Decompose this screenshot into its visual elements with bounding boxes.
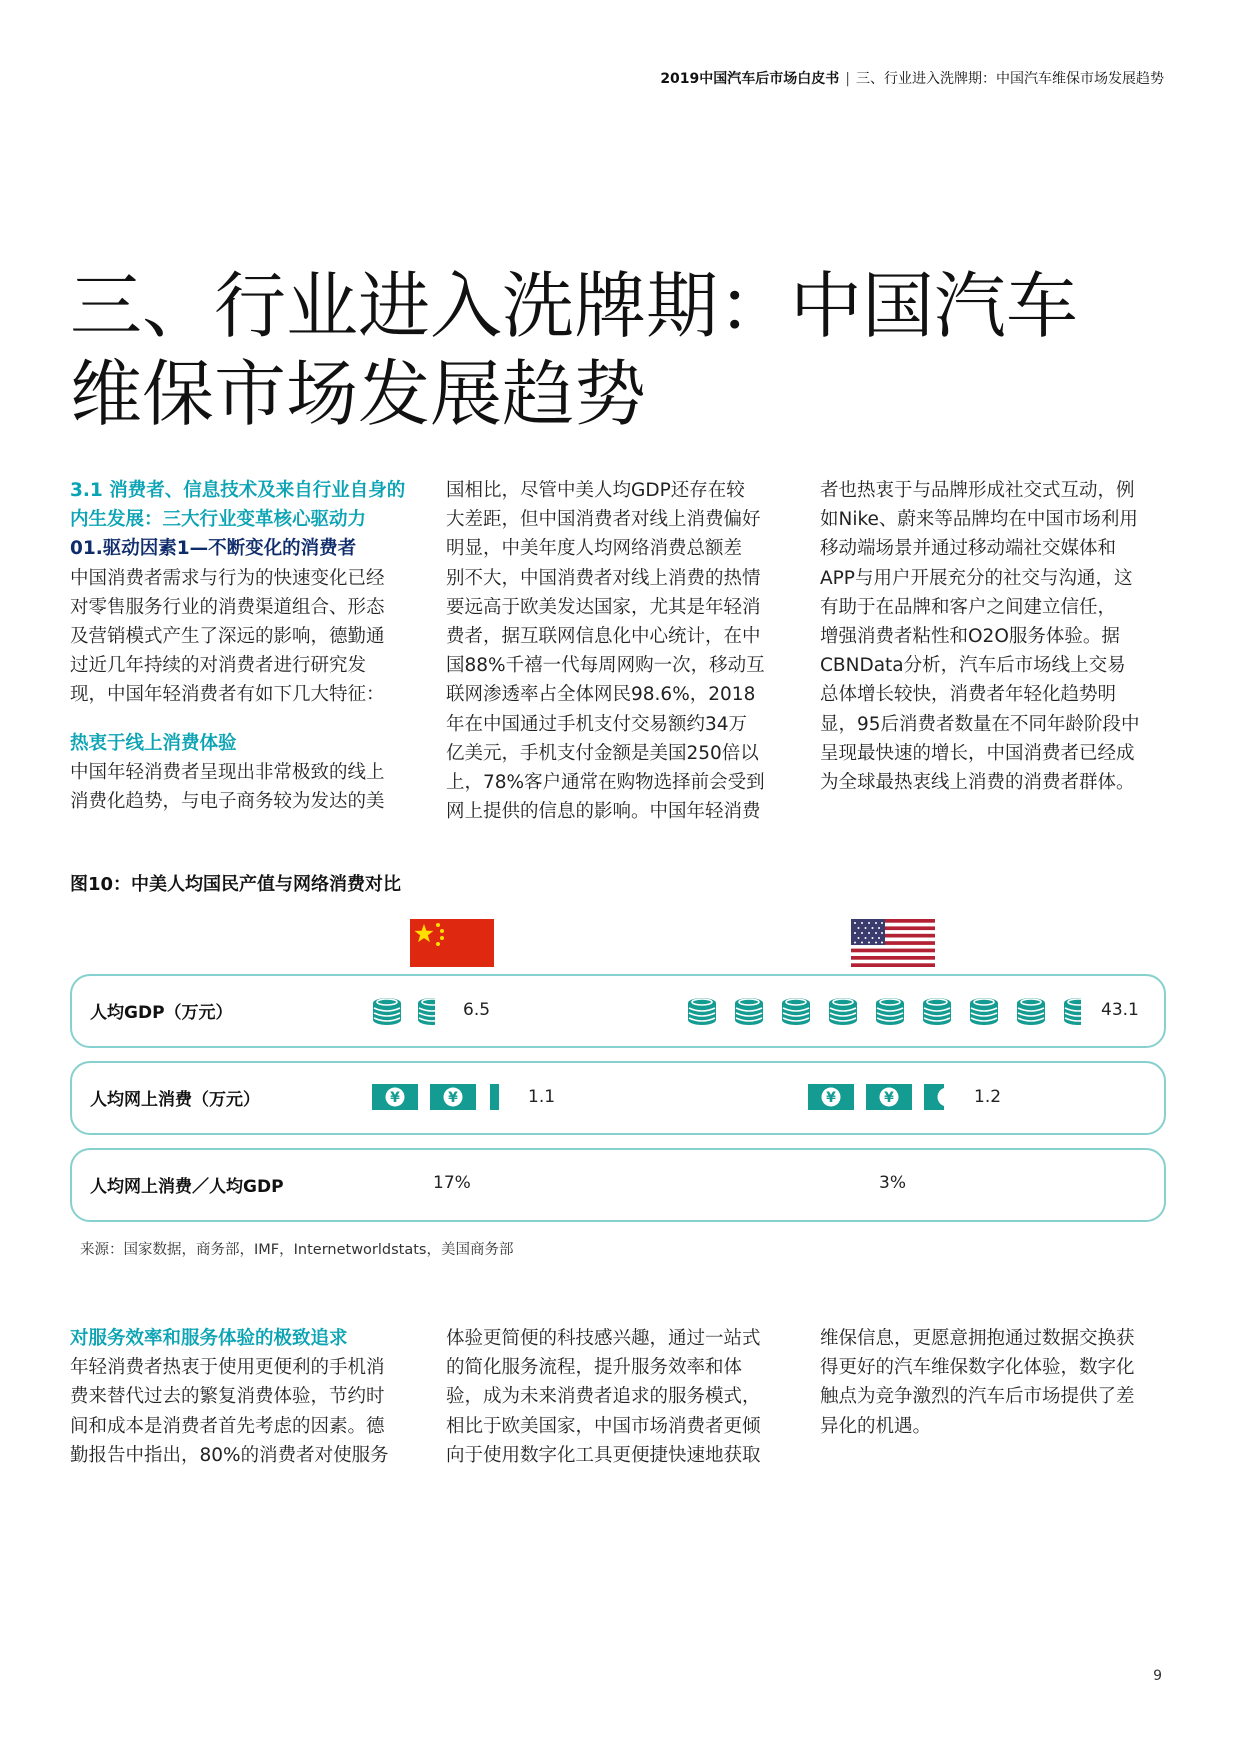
yuan-banknote-icon [430,1084,476,1110]
body-text-line: 消费化趋势，与电子商务较为发达的美 [70,791,385,813]
coin-stack-icon [1016,994,1046,1026]
coin-stack-icon [828,994,858,1026]
body-text-line: 体验更简便的科技感兴趣，通过一站式 [446,1328,761,1349]
section1-col1-body [70,564,415,710]
figure-title: 图10：中美人均国民产值与网络消费对比 [70,874,402,895]
section2-col1-body [70,1353,415,1470]
body-text-line: 对零售服务行业的消费渠道组合、形态 [70,596,385,618]
body-text-line: 联网渗透率占全体网民98.6%，2018 [446,684,756,706]
body-text-line: 总体增长较快，消费者年轻化趋势明 [820,684,1117,706]
header-section-title: 三、行业进入洗牌期：中国汽车维保市场发展趋势 [856,71,1164,87]
body-text-line: 验，成为未来消费者追求的服务模式， [446,1386,761,1408]
china-gdp-value: 6.5 [463,1000,491,1020]
body-text-line: 现，中国年轻消费者有如下几大特征： [70,684,385,706]
yuan-banknote-icon [808,1084,854,1110]
spend-gdp-ratio-row-label: 人均网上消费／人均GDP [90,1177,284,1197]
gdp-row [70,974,1166,1048]
coin-stack-icon [875,994,905,1026]
yuan-symbol: ¥ [448,1090,458,1106]
body-text-line: 显，95后消费者数量在不同年龄阶段中 [820,713,1140,735]
yuan-symbol: ¥ [884,1090,894,1106]
body-text-line: 如Nike、蔚来等品牌均在中国市场利用 [820,509,1138,531]
body-text-line: 年在中国通过手机支付交易额约34万 [446,713,748,735]
body-text-line: APP与用户开展充分的社交与沟通，这 [820,567,1133,589]
body-text-line: 者也热衷于与品牌形成社交式互动，例 [820,480,1135,501]
coin-stack-icon [734,994,764,1026]
section1-column-3 [820,476,1165,797]
china-flag [410,919,494,967]
coin-stack-icon [969,994,999,1026]
yuan-symbol: ¥ [826,1090,836,1106]
section1-column-1 [70,476,415,816]
partial-coin-stack-icon [417,994,435,1026]
page-title [70,262,1190,438]
coin-stack-icon [781,994,811,1026]
partial-yuan-banknote-icon [924,1084,944,1110]
body-text-line: 移动端场景并通过移动端社交媒体和 [820,538,1117,560]
china-spend-gdp-ratio-value: 17% [433,1173,471,1193]
body-text-line: 明显，中美年度人均网络消费总额差 [446,538,743,560]
section2-column-3 [820,1324,1165,1441]
section2-heading: 对服务效率和服务体验的极致追求 [70,1328,348,1349]
body-text-line: 呈现最快速的增长，中国消费者已经成 [820,742,1135,764]
us-flag [851,919,935,967]
page-title-line-2: 维保市场发展趋势 [70,352,647,436]
body-text-line: CBNData分析，汽车后市场线上交易 [820,655,1126,677]
body-text-line: 中国消费者需求与行为的快速变化已经 [70,567,385,589]
us-online-spend-value: 1.2 [974,1087,1002,1107]
body-text-line: 年轻消费者热衷于使用更便利的手机消 [70,1357,385,1379]
partial-coin-stack-icon [1063,994,1081,1026]
body-text-line: 触点为竞争激烈的汽车后市场提供了差 [820,1386,1135,1408]
page-number: 9 [1153,1668,1162,1684]
body-text-line: 得更好的汽车维保数字化体验，数字化 [820,1357,1135,1379]
body-text-line: 维保信息，更愿意拥抱通过数据交换获 [820,1328,1135,1349]
body-text-line: 上，78%客户通常在购物选择前会受到 [446,772,765,794]
body-text-line: 过近几年持续的对消费者进行研究发 [70,655,367,677]
body-text-line: 国相比，尽管中美人均GDP还存在较 [446,480,745,501]
running-header [660,68,1164,88]
body-text-line: 为全球最热衷线上消费的消费者群体。 [820,772,1135,794]
body-text-line: 费者，据互联网信息化中心统计，在中 [446,626,761,648]
section2-column-2 [446,1324,791,1470]
section1-heading-line-1: 3.1 消费者、信息技术及来自行业自身的 [70,480,406,501]
section2-column-1 [70,1324,415,1470]
body-text-line: 相比于欧美国家，中国市场消费者更倾 [446,1415,761,1437]
partial-yuan-banknote-icon [490,1084,499,1110]
body-text-line: 别不大，中国消费者对线上消费的热情 [446,567,761,589]
section1-heading-line-2: 内生发展：三大行业变革核心驱动力 [70,509,367,531]
body-text-line: 亿美元，手机支付金额是美国250倍以 [446,742,759,764]
section1-subheading: 01.驱动因素1—不断变化的消费者 [70,538,357,560]
gdp-row-label: 人均GDP（万元） [90,1003,233,1023]
header-separator: | [845,71,850,87]
point1-body [70,758,415,816]
body-text-line: 的简化服务流程，提升服务效率和体 [446,1357,743,1379]
header-report-title: 2019中国汽车后市场白皮书 [660,71,840,87]
us-gdp-value: 43.1 [1101,1000,1139,1020]
body-text-line: 异化的机遇。 [820,1415,932,1437]
body-text-line: 勤报告中指出，80%的消费者对使服务 [70,1444,389,1466]
body-text-line: 中国年轻消费者呈现出非常极致的线上 [70,761,385,783]
body-text-line: 向于使用数字化工具更便捷快速地获取 [446,1444,761,1466]
body-text-line: 国88%千禧一代每周网购一次，移动互 [446,655,765,677]
online-spend-row-label: 人均网上消费（万元） [90,1090,260,1110]
point1-heading: 热衷于线上消费体验 [70,732,237,754]
section1-column-2 [446,476,791,826]
body-text-line: 要远高于欧美发达国家，尤其是年轻消 [446,596,761,618]
yuan-banknote-icon [372,1084,418,1110]
china-online-spend-value: 1.1 [528,1087,556,1107]
figure-source: 来源：国家数据，商务部，IMF，Internetworldstats，美国商务部 [80,1242,514,1258]
yuan-banknote-icon [866,1084,912,1110]
coin-stack-icon [922,994,952,1026]
coin-stack-icon [372,994,402,1026]
body-text-line: 增强消费者粘性和O2O服务体验。据 [820,626,1120,648]
body-text-line: 网上提供的信息的影响。中国年轻消费 [446,801,761,823]
coin-stack-icon [687,994,717,1026]
body-text-line: 有助于在品牌和客户之间建立信任， [820,596,1117,618]
us-spend-gdp-ratio-value: 3% [879,1173,906,1193]
page-title-line-1: 三、行业进入洗牌期：中国汽车 [70,264,1079,348]
body-text-line: 及营销模式产生了深远的影响，德勤通 [70,626,385,648]
body-text-line: 费来替代过去的繁复消费体验，节约时 [70,1386,385,1408]
yuan-symbol: ¥ [390,1090,400,1106]
body-text-line: 大差距，但中国消费者对线上消费偏好 [446,509,761,531]
body-text-line: 间和成本是消费者首先考虑的因素。德 [70,1415,385,1437]
